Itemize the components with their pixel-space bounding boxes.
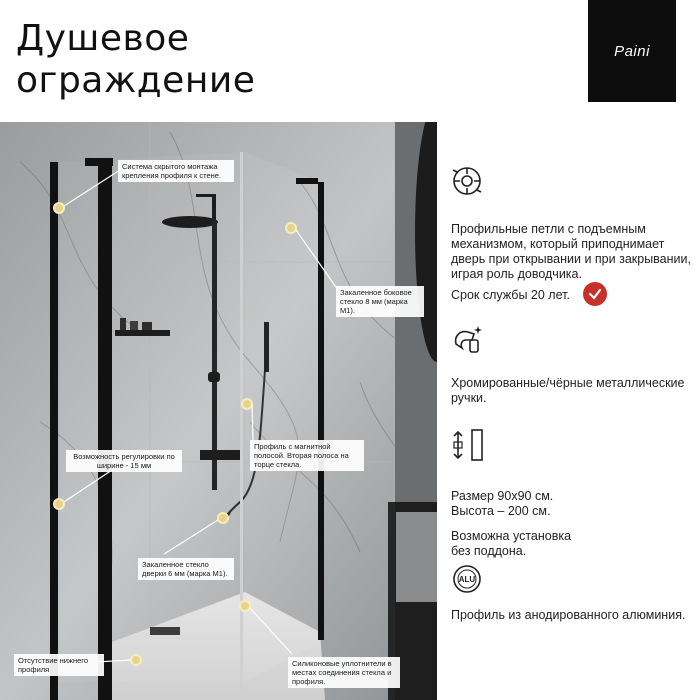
callout-side-glass: Закаленное боковое стекло 8 мм (марка М1). [336, 286, 424, 317]
check-icon [583, 282, 607, 306]
callout-door-glass: Закаленное стекло дверки 6 мм (марка М1). [138, 558, 234, 580]
brand-logo [588, 0, 676, 102]
callout-silicone-seals: Силиконовые уплотнители в местах соединения стекла и профиля. [288, 657, 400, 688]
feature-handles: Хромированные/чёрные металлические ручки. [451, 376, 685, 405]
handle-icon [450, 322, 484, 356]
feature-size: Размер 90х90 см. Высота – 200 см. [451, 489, 554, 518]
page-title: Душевое ограждение [16, 18, 256, 101]
hinge-icon [450, 164, 484, 198]
aluminium-icon-text: ALU [458, 575, 476, 584]
feature-profile: Профиль из анодированного алюминия. [451, 608, 686, 622]
logo-text: Paini [614, 42, 650, 60]
dimensions-icon [450, 428, 484, 462]
callout-no-bottom-profile: Отсутствие нижнего профиля [14, 654, 104, 676]
callout-width-adjust: Возможность регулировки по ширине - 15 мм [66, 450, 182, 472]
shower-photo [0, 122, 437, 700]
feature-hinges: Профильные петли с подъемным механизмом, который приподнимает дверь при открывании и при закрывании, играя роль доводчика. [451, 222, 691, 281]
aluminium-icon [450, 562, 484, 596]
callout-hidden-mount: Система скрытого монтажа крепления профиля к стене. [118, 160, 234, 182]
callout-magnetic-profile: Профиль с магнитной полосой. Вторая полоса на торце стекла. [250, 440, 364, 471]
feature-lifetime: Срок службы 20 лет. [451, 288, 570, 302]
feature-tray: Возможна установка без поддона. [451, 529, 572, 558]
shower-illustration [0, 122, 437, 700]
